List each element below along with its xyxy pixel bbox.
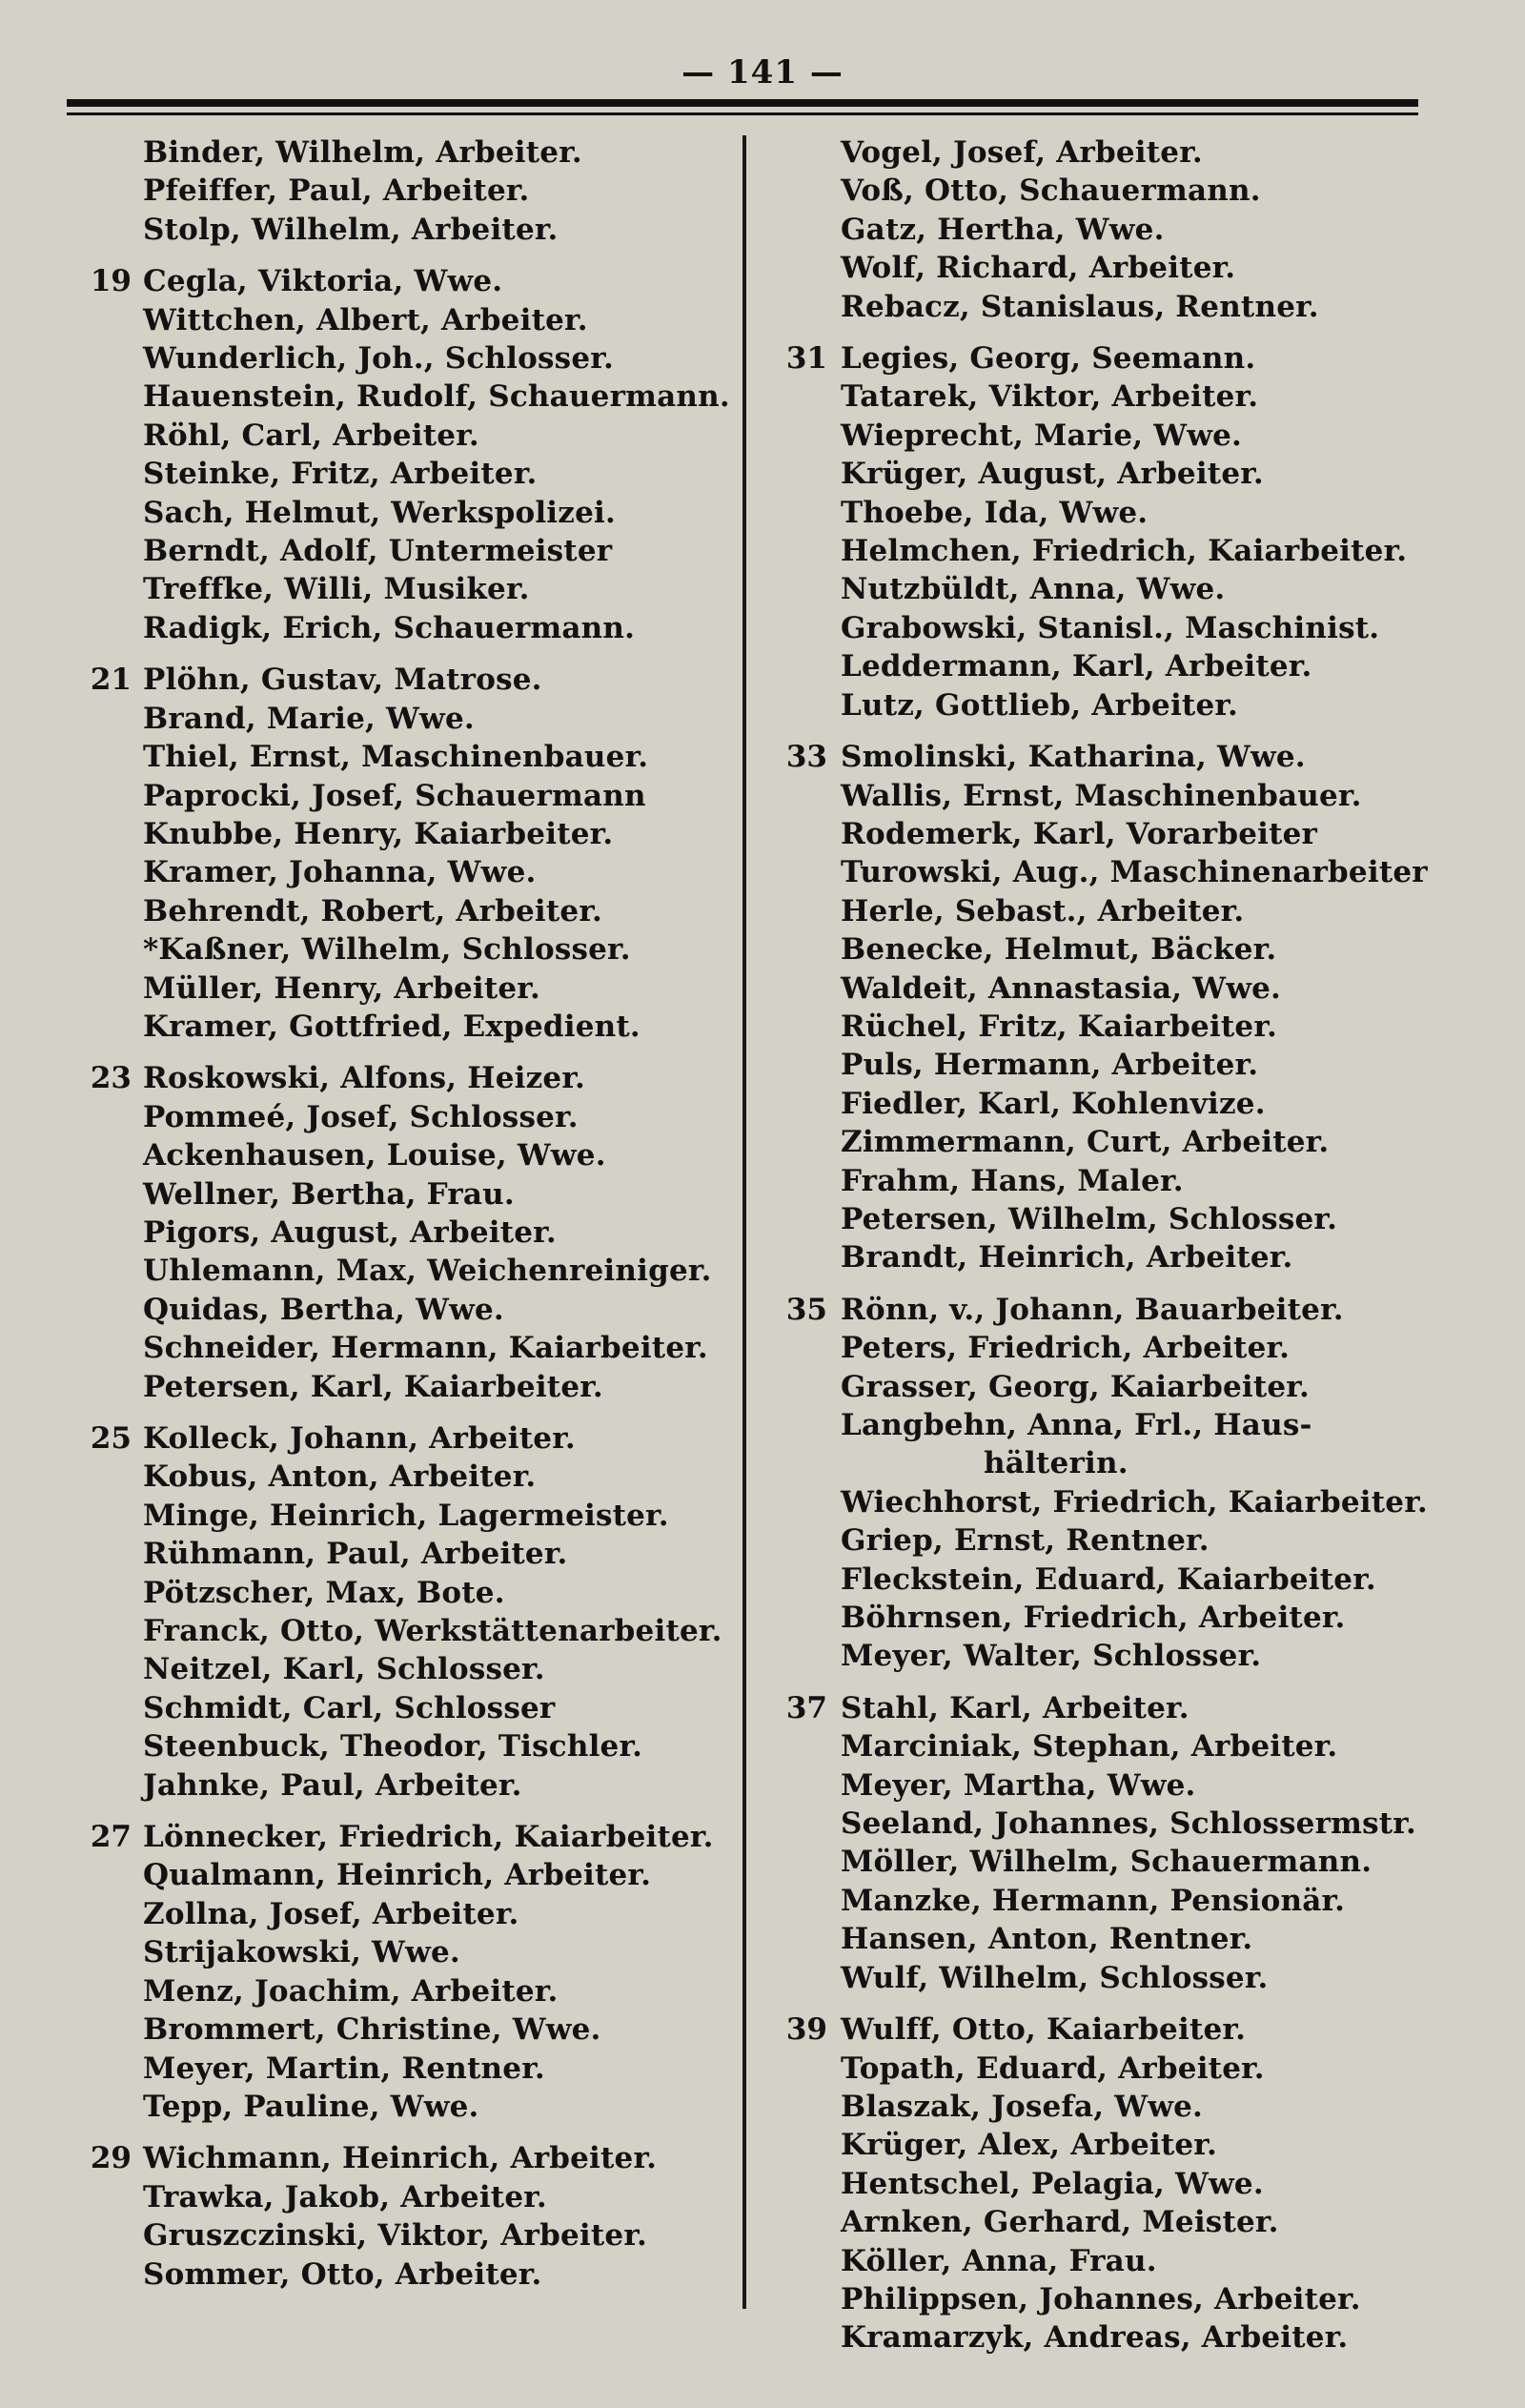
resident-entry: Stolp, Wilhelm, Arbeiter. — [143, 212, 559, 247]
resident-entry: Wellner, Bertha, Frau. — [143, 1176, 515, 1212]
house-number: 35 — [785, 1292, 827, 1327]
resident-entry: Wulf, Wilhelm, Schlosser. — [841, 1960, 1269, 1995]
column-divider — [742, 135, 746, 2309]
house-number: 39 — [785, 2012, 827, 2048]
resident-entry: Hansen, Anton, Rentner. — [841, 1922, 1253, 1957]
resident-entry: Grasser, Georg, Kaiarbeiter. — [841, 1369, 1310, 1404]
resident-list — [143, 1419, 734, 1805]
resident-entry: Sach, Helmut, Werkspolizei. — [143, 495, 616, 530]
resident-list — [841, 2010, 1439, 2357]
resident-entry: Manzke, Hermann, Pensionär. — [841, 1883, 1346, 1918]
resident-entry: Pötzscher, Max, Bote. — [143, 1575, 505, 1610]
address-group — [753, 1291, 1439, 1676]
resident-entry: Binder, Wilhelm, Arbeiter. — [143, 135, 582, 170]
resident-entry: Legies, Georg, Seemann. — [841, 341, 1256, 377]
resident-entry: Plöhn, Gustav, Matrose. — [143, 663, 542, 698]
address-group — [67, 2139, 734, 2294]
resident-entry: Petersen, Wilhelm, Schlosser. — [841, 1201, 1338, 1236]
resident-entry: Turowski, Aug., Maschinenarbeiter — [841, 855, 1428, 890]
resident-entry: Rühmann, Paul, Arbeiter. — [143, 1537, 568, 1572]
address-group — [753, 2010, 1439, 2357]
resident-entry: Kramer, Johanna, Wwe. — [143, 855, 537, 890]
resident-entry: Smolinski, Katharina, Wwe. — [841, 740, 1306, 775]
resident-list — [841, 1689, 1439, 1997]
resident-entry: Wallis, Ernst, Maschinenbauer. — [841, 778, 1362, 813]
house-number: 23 — [90, 1061, 132, 1096]
resident-entry: Müller, Henry, Arbeiter. — [143, 970, 540, 1006]
resident-list — [841, 738, 1439, 1277]
resident-entry: Behrendt, Robert, Arbeiter. — [143, 893, 602, 929]
resident-entry: Arnken, Gerhard, Meister. — [841, 2205, 1279, 2240]
resident-list — [143, 133, 734, 249]
resident-entry: Krüger, August, Arbeiter. — [841, 457, 1264, 492]
address-group — [753, 133, 1439, 326]
resident-list — [143, 2139, 734, 2294]
resident-entry: Zollna, Josef, Arbeiter. — [143, 1896, 519, 1931]
left-column — [67, 133, 734, 2294]
address-group — [67, 133, 734, 249]
resident-entry: Stahl, Karl, Arbeiter. — [841, 1690, 1190, 1725]
resident-entry: Kolleck, Johann, Arbeiter. — [143, 1421, 576, 1456]
resident-entry: Waldeit, Annastasia, Wwe. — [841, 970, 1282, 1006]
resident-entry: Peters, Friedrich, Arbeiter. — [841, 1331, 1291, 1366]
resident-entry: Roskowski, Alfons, Heizer. — [143, 1061, 586, 1096]
resident-entry: Lutz, Gottlieb, Arbeiter. — [841, 687, 1239, 723]
resident-entry: Trawka, Jakob, Arbeiter. — [143, 2179, 547, 2214]
resident-entry: Meyer, Walter, Schlosser. — [841, 1639, 1262, 1674]
resident-entry: Krüger, Alex, Arbeiter. — [841, 2128, 1217, 2163]
resident-list — [143, 661, 734, 1046]
right-column — [753, 133, 1439, 2357]
address-group — [67, 1419, 734, 1805]
resident-entry: Herle, Sebast., Arbeiter. — [841, 893, 1245, 929]
resident-entry: Philippsen, Johannes, Arbeiter. — [841, 2281, 1361, 2316]
address-group — [753, 1689, 1439, 1997]
resident-entry: Jahnke, Paul, Arbeiter. — [143, 1767, 522, 1803]
house-number: 29 — [90, 2141, 132, 2176]
resident-entry: Schmidt, Carl, Schlosser — [143, 1690, 556, 1725]
resident-entry: Rönn, v., Johann, Bauarbeiter. — [841, 1292, 1344, 1327]
resident-entry: Quidas, Bertha, Wwe. — [143, 1292, 504, 1327]
resident-entry: Strijakowski, Wwe. — [143, 1935, 460, 1970]
resident-entry: Berndt, Adolf, Untermeister — [143, 534, 613, 569]
resident-entry: Blaszak, Josefa, Wwe. — [841, 2089, 1204, 2124]
resident-entry: Schneider, Hermann, Kaiarbeiter. — [143, 1331, 708, 1366]
resident-entry: Steenbuck, Theodor, Tischler. — [143, 1729, 643, 1765]
resident-entry: hälterin. — [984, 1446, 1128, 1481]
resident-entry: Vogel, Josef, Arbeiter. — [841, 135, 1203, 170]
resident-entry: Ackenhausen, Louise, Wwe. — [143, 1138, 606, 1173]
resident-entry: Meyer, Martin, Rentner. — [143, 2051, 545, 2086]
resident-entry: Gatz, Hertha, Wwe. — [841, 212, 1165, 247]
resident-entry: Topath, Eduard, Arbeiter. — [841, 2051, 1265, 2086]
resident-list — [143, 1059, 734, 1406]
resident-entry: Frahm, Hans, Maler. — [841, 1163, 1184, 1198]
house-number: 21 — [90, 663, 132, 698]
house-number: 27 — [90, 1820, 132, 1855]
resident-entry: Pommeé, Josef, Schlosser. — [143, 1099, 579, 1134]
address-group — [67, 262, 734, 647]
address-group — [67, 1818, 734, 2126]
resident-entry: Neitzel, Karl, Schlosser. — [143, 1652, 545, 1687]
resident-entry: Pigors, August, Arbeiter. — [143, 1214, 557, 1250]
house-number: 37 — [785, 1690, 827, 1725]
resident-entry: Wichmann, Heinrich, Arbeiter. — [143, 2141, 658, 2176]
resident-entry: Wiechhorst, Friedrich, Kaiarbeiter. — [841, 1484, 1428, 1520]
resident-entry: Marciniak, Stephan, Arbeiter. — [841, 1729, 1338, 1765]
resident-entry: Menz, Joachim, Arbeiter. — [143, 1973, 559, 2009]
resident-entry: Nutzbüldt, Anna, Wwe. — [841, 572, 1226, 607]
resident-entry: Uhlemann, Max, Weichenreiniger. — [143, 1254, 712, 1289]
resident-entry: Wolf, Richard, Arbeiter. — [841, 251, 1236, 286]
resident-entry: Steinke, Fritz, Arbeiter. — [143, 457, 538, 492]
resident-entry: Franck, Otto, Werkstättenarbeiter. — [143, 1614, 722, 1649]
address-group — [753, 339, 1439, 724]
resident-entry: Griep, Ernst, Rentner. — [841, 1523, 1210, 1559]
resident-entry: Rüchel, Fritz, Kaiarbeiter. — [841, 1009, 1278, 1044]
resident-entry: Petersen, Karl, Kaiarbeiter. — [143, 1369, 603, 1404]
resident-entry: Kobus, Anton, Arbeiter. — [143, 1459, 537, 1495]
resident-entry: Radigk, Erich, Schauermann. — [143, 610, 636, 645]
address-group — [67, 1059, 734, 1406]
resident-entry: Thiel, Ernst, Maschinenbauer. — [143, 740, 649, 775]
resident-entry: Lönnecker, Friedrich, Kaiarbeiter. — [143, 1820, 714, 1855]
resident-entry: Tatarek, Viktor, Arbeiter. — [841, 379, 1259, 415]
resident-entry: Langbehn, Anna, Frl., Haus- — [841, 1408, 1312, 1442]
resident-entry: Qualmann, Heinrich, Arbeiter. — [143, 1858, 652, 1893]
resident-entry: Rebacz, Stanislaus, Rentner. — [841, 289, 1319, 324]
resident-entry: Sommer, Otto, Arbeiter. — [143, 2256, 542, 2292]
resident-entry: Tepp, Pauline, Wwe. — [143, 2089, 479, 2124]
resident-entry: Leddermann, Karl, Arbeiter. — [841, 649, 1312, 684]
resident-entry: Böhrnsen, Friedrich, Arbeiter. — [841, 1601, 1346, 1636]
resident-list — [841, 133, 1439, 326]
resident-entry: Hentschel, Pelagia, Wwe. — [841, 2166, 1264, 2201]
resident-list — [841, 339, 1439, 724]
resident-entry: Brand, Marie, Wwe. — [143, 701, 475, 736]
resident-entry: Möller, Wilhelm, Schauermann. — [841, 1845, 1372, 1880]
resident-entry: Seeland, Johannes, Schlossermstr. — [841, 1806, 1416, 1842]
resident-entry: Brandt, Heinrich, Arbeiter. — [841, 1240, 1293, 1275]
resident-entry: Minge, Heinrich, Lagermeister. — [143, 1498, 669, 1533]
house-number: 19 — [90, 264, 132, 299]
resident-entry: Kramarzyk, Andreas, Arbeiter. — [841, 2320, 1349, 2356]
resident-entry: Wieprecht, Marie, Wwe. — [841, 418, 1243, 453]
page-number: — 141 — — [681, 53, 844, 92]
resident-entry: Meyer, Martha, Wwe. — [841, 1767, 1196, 1803]
resident-entry: Knubbe, Henry, Kaiarbeiter. — [143, 816, 614, 851]
address-group — [753, 738, 1439, 1277]
resident-entry: Grabowski, Stanisl., Maschinist. — [841, 610, 1380, 645]
resident-entry: Helmchen, Friedrich, Kaiarbeiter. — [841, 534, 1408, 569]
house-number: 25 — [90, 1421, 132, 1456]
resident-list — [841, 1291, 1439, 1676]
resident-entry: Rodemerk, Karl, Vorarbeiter — [841, 816, 1318, 851]
resident-entry: Wunderlich, Joh., Schlosser. — [143, 341, 614, 377]
resident-entry: Wittchen, Albert, Arbeiter. — [143, 302, 588, 337]
resident-entry: Hauenstein, Rudolf, Schauermann. — [143, 379, 730, 415]
resident-entry: Treffke, Willi, Musiker. — [143, 572, 530, 607]
resident-entry: Thoebe, Ida, Wwe. — [841, 495, 1149, 530]
resident-entry: Röhl, Carl, Arbeiter. — [143, 418, 479, 453]
header-rule-thin — [67, 112, 1418, 115]
resident-entry: Gruszczinski, Viktor, Arbeiter. — [143, 2218, 647, 2254]
resident-entry: Paprocki, Josef, Schauermann — [143, 778, 646, 813]
address-group — [67, 661, 734, 1046]
resident-entry: Brommert, Christine, Wwe. — [143, 2012, 601, 2048]
resident-entry: Zimmermann, Curt, Arbeiter. — [841, 1125, 1330, 1160]
resident-list — [143, 262, 734, 647]
house-number: 31 — [785, 341, 827, 377]
resident-entry: Fiedler, Karl, Kohlenvize. — [841, 1086, 1266, 1121]
header-rule-thick — [67, 99, 1418, 107]
resident-entry: Voß, Otto, Schauermann. — [841, 173, 1261, 209]
resident-entry: Wulff, Otto, Kaiarbeiter. — [841, 2012, 1247, 2048]
resident-entry: Cegla, Viktoria, Wwe. — [143, 264, 503, 299]
resident-list — [143, 1818, 734, 2126]
resident-entry: Pfeiffer, Paul, Arbeiter. — [143, 173, 530, 209]
resident-entry: Fleckstein, Eduard, Kaiarbeiter. — [841, 1561, 1376, 1597]
resident-entry: Kramer, Gottfried, Expedient. — [143, 1009, 640, 1044]
resident-entry: Köller, Anna, Frau. — [841, 2243, 1157, 2278]
resident-entry: Puls, Hermann, Arbeiter. — [841, 1048, 1259, 1083]
house-number: 33 — [785, 740, 827, 775]
resident-entry: Benecke, Helmut, Bäcker. — [841, 932, 1277, 968]
resident-entry: *Kaßner, Wilhelm, Schlosser. — [143, 932, 631, 968]
